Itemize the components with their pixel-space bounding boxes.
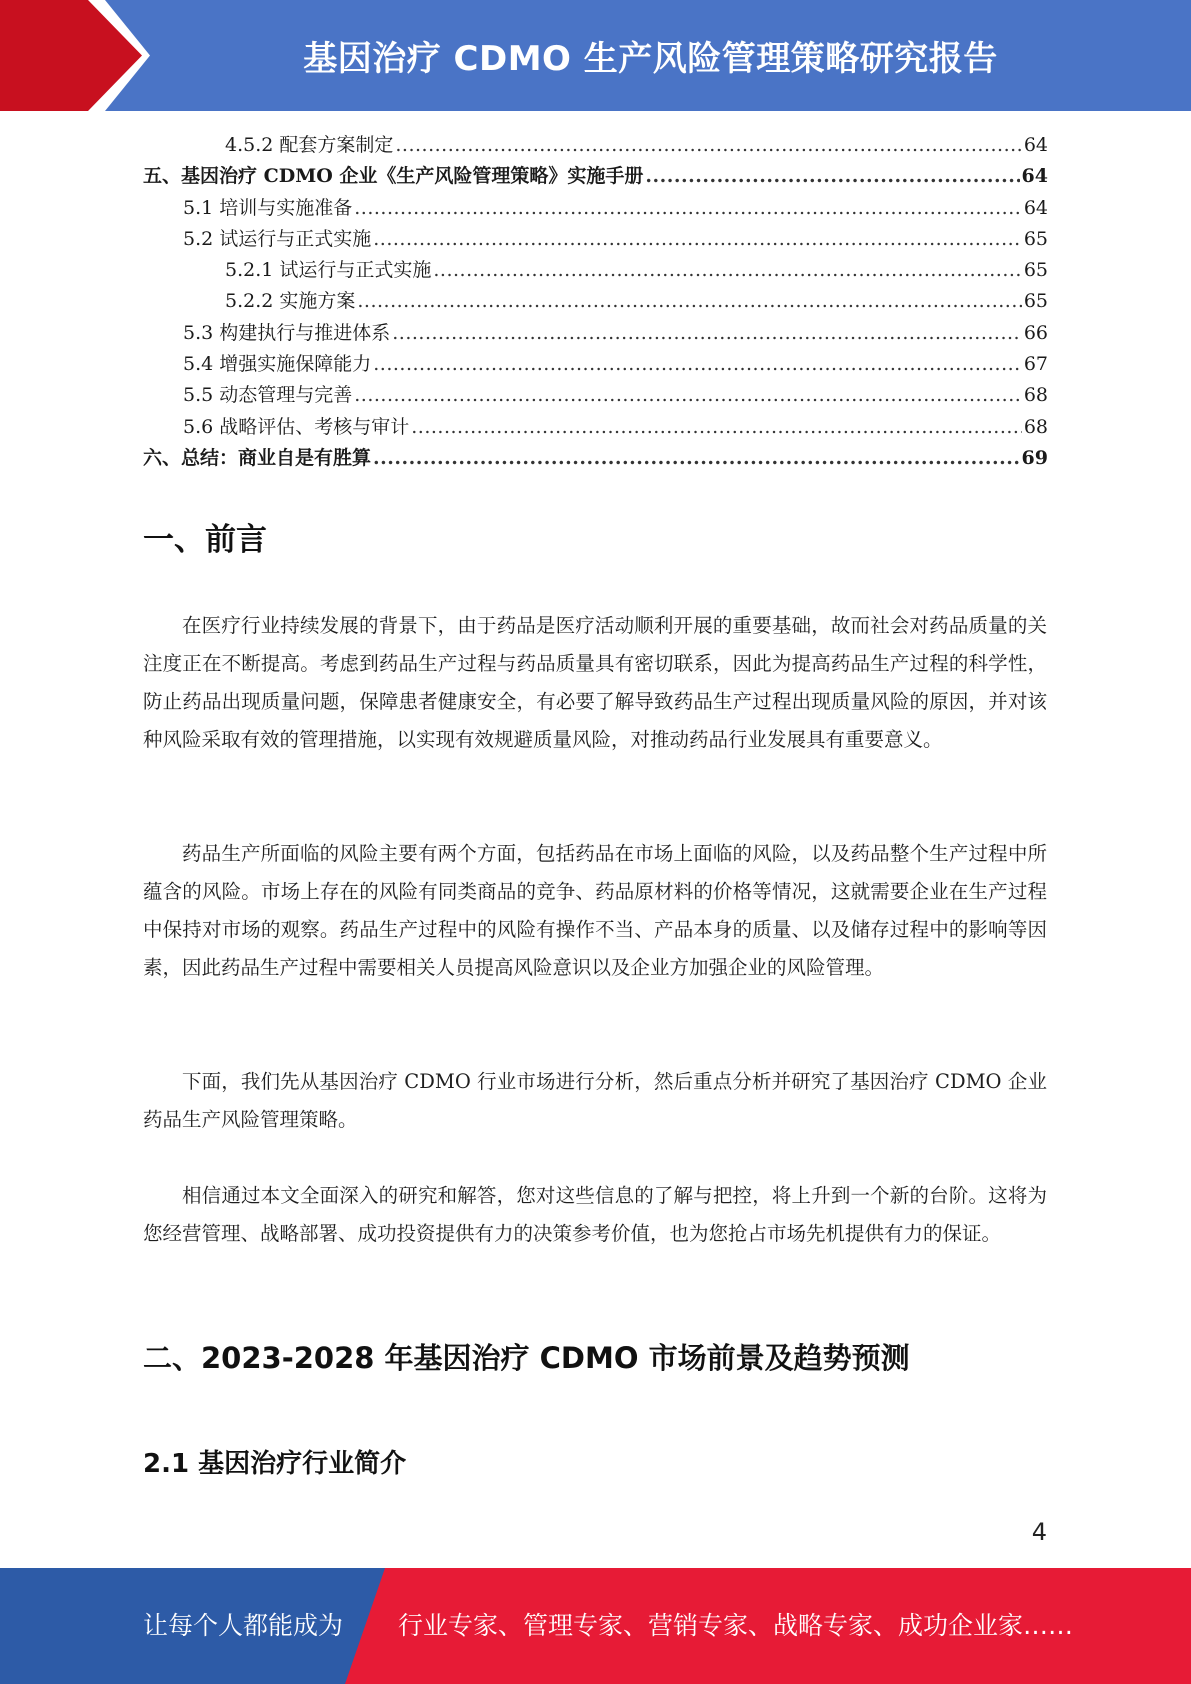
body-paragraph: 相信通过本文全面深入的研究和解答，您对这些信息的了解与把控，将上升到一个新的台阶。这将为您经营管理、战略部署、成功投资提供有力的决策参考价值，也为您抢占市场先机提供有力的保证。 xyxy=(143,1184,1047,1245)
toc-entry-label: 5.3 构建执行与推进体系 xyxy=(183,321,391,344)
table-of-contents xyxy=(143,130,1048,474)
toc-entry[interactable] xyxy=(143,349,1048,380)
toc-entry[interactable] xyxy=(143,255,1048,286)
toc-entry-page: 68 xyxy=(1023,415,1048,438)
body-paragraph: 下面，我们先从基因治疗 CDMO 行业市场进行分析，然后重点分析并研究了基因治疗 CDMO 企业药品生产风险管理策略。 xyxy=(143,1070,1047,1131)
toc-entry-page: 69 xyxy=(1021,446,1048,469)
toc-entry-page: 64 xyxy=(1023,196,1048,219)
toc-entry[interactable] xyxy=(143,286,1048,317)
toc-entry-page: 64 xyxy=(1023,134,1048,156)
toc-entry[interactable] xyxy=(143,380,1048,411)
section-heading-market: 二、2023-2028 年基因治疗 CDMO 市场前景及趋势预测 xyxy=(143,1341,910,1375)
toc-entry[interactable] xyxy=(143,130,1048,161)
report-title: 基因治疗 CDMO 生产风险管理策略研究报告 xyxy=(303,39,998,79)
subsection-heading: 2.1 基因治疗行业简介 xyxy=(143,1449,407,1479)
toc-entry-page: 65 xyxy=(1023,290,1048,313)
header-chevron-icon xyxy=(0,0,142,111)
toc-entry-label: 5.5 动态管理与完善 xyxy=(183,384,353,407)
toc-entry-page: 65 xyxy=(1023,259,1048,282)
toc-entry-label: 5.6 战略评估、考核与审计 xyxy=(183,415,410,438)
footer-slogan-left: 让每个人都能成为 xyxy=(143,1611,344,1640)
toc-entry[interactable] xyxy=(143,193,1048,224)
toc-entry-label: 4.5.2 配套方案制定 xyxy=(225,134,394,156)
body-paragraph: 在医疗行业持续发展的背景下，由于药品是医疗活动顺利开展的重要基础，故而社会对药品质量的关注度正在不断提高。考虑到药品生产过程与药品质量具有密切联系，因此为提高药品生产过程的科学性，防止药品出现质量问题，保障患者健康安全，有必要了解导致药品生产过程出现质量风险的原因，并对该种风险采取有效的管理措施，以实现有效规避质量风险，对推动药品行业发展具有重要意义。 xyxy=(143,614,1047,751)
page-footer xyxy=(0,1568,1191,1684)
toc-entry-page: 64 xyxy=(1021,165,1048,188)
page-number: 4 xyxy=(1031,1518,1047,1546)
toc-entry[interactable] xyxy=(143,318,1048,349)
toc-entry-page: 67 xyxy=(1023,353,1048,376)
toc-entry[interactable] xyxy=(143,443,1048,474)
body-paragraph: 药品生产所面临的风险主要有两个方面，包括药品在市场上面临的风险，以及药品整个生产过程中所蕴含的风险。市场上存在的风险有同类商品的竞争、药品原材料的价格等情况，这就需要企业在生产过程中保持对市场的观察。药品生产过程中的风险有操作不当、产品本身的质量、以及储存过程中的影响等因素，因此药品生产过程中需要相关人员提高风险意识以及企业方加强企业的风险管理。 xyxy=(143,842,1047,979)
toc-entry-label: 5.2 试运行与正式实施 xyxy=(183,227,372,250)
toc-entry-page: 68 xyxy=(1023,384,1048,407)
page-header xyxy=(0,0,1191,111)
toc-entry-label: 六、总结：商业自是有胜算 xyxy=(143,446,372,469)
toc-entry-label: 5.2.1 试运行与正式实施 xyxy=(225,259,432,282)
toc-entry-page: 65 xyxy=(1023,227,1048,250)
toc-entry-page: 66 xyxy=(1023,321,1048,344)
footer-slogan-right: 行业专家、管理专家、营销专家、战略专家、成功企业家…… xyxy=(398,1611,1074,1640)
toc-entry-label: 5.4 增强实施保障能力 xyxy=(183,353,372,376)
toc-entry[interactable] xyxy=(143,412,1048,443)
toc-entry-label: 5.1 培训与实施准备 xyxy=(183,196,353,219)
toc-entry[interactable] xyxy=(143,224,1048,255)
toc-entry[interactable] xyxy=(143,161,1048,192)
toc-entry-label: 五、基因治疗 CDMO 企业《生产风险管理策略》实施手册 xyxy=(143,165,644,188)
toc-entry-label: 5.2.2 实施方案 xyxy=(225,290,356,313)
section-heading-preface: 一、前言 xyxy=(143,522,267,558)
